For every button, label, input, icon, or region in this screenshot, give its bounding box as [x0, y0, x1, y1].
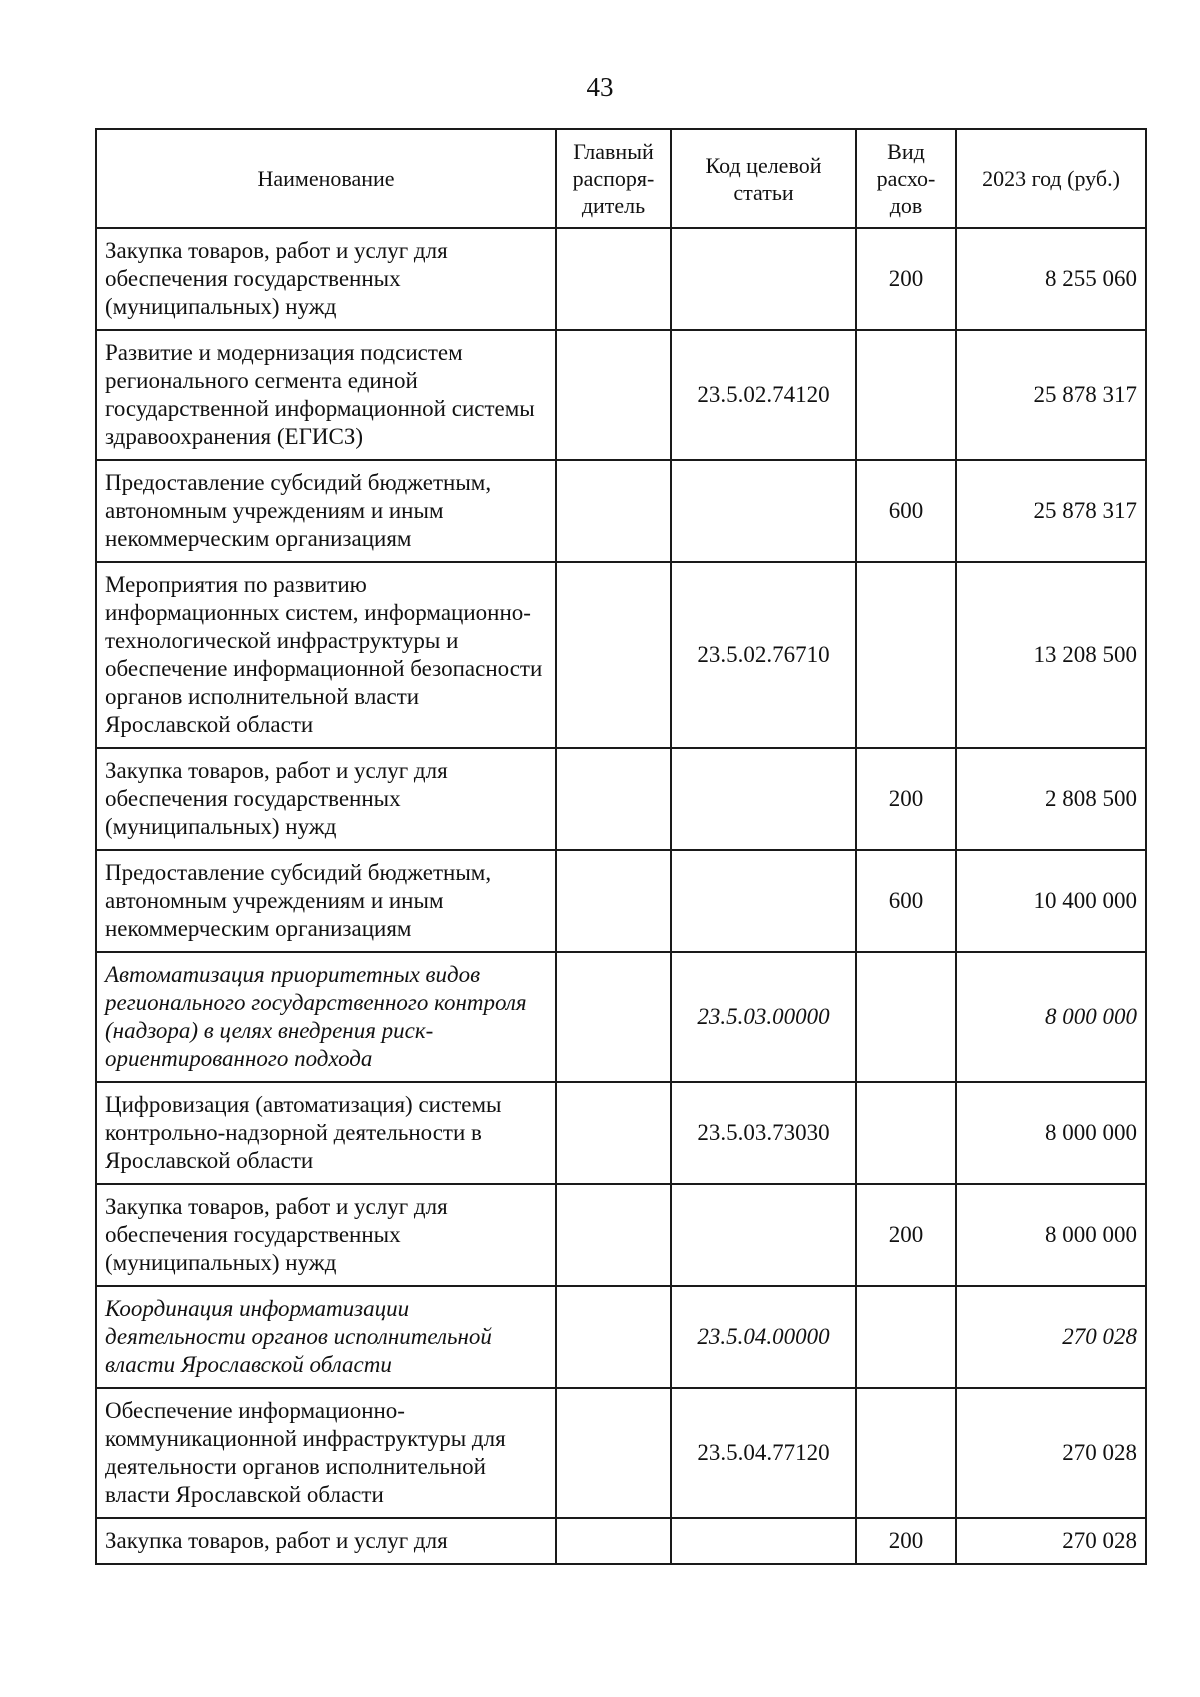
table-row — [96, 850, 1146, 952]
cell-administrator — [556, 1286, 671, 1388]
cell-kind: 200 — [856, 1184, 956, 1286]
cell-code — [671, 850, 856, 952]
cell-code: 23.5.04.77120 — [671, 1388, 856, 1518]
table-row — [96, 1082, 1146, 1184]
cell-code — [671, 748, 856, 850]
cell-name: Закупка товаров, работ и услуг для — [96, 1518, 556, 1564]
table-row — [96, 228, 1146, 330]
cell-kind — [856, 330, 956, 460]
cell-code — [671, 460, 856, 562]
cell-kind: 600 — [856, 460, 956, 562]
cell-kind — [856, 1082, 956, 1184]
page-number: 43 — [586, 72, 614, 102]
cell-amount: 270 028 — [956, 1388, 1146, 1518]
table-row — [96, 748, 1146, 850]
table-row — [96, 330, 1146, 460]
header-name: Наименование — [96, 129, 556, 228]
cell-code: 23.5.04.00000 — [671, 1286, 856, 1388]
cell-name: Координация информатизации деятельности органов исполнительной власти Ярославской области — [96, 1286, 556, 1388]
cell-administrator — [556, 1184, 671, 1286]
cell-code: 23.5.03.73030 — [671, 1082, 856, 1184]
table-header-row — [96, 129, 1146, 228]
budget-table — [95, 128, 1147, 1565]
cell-administrator — [556, 562, 671, 748]
cell-name: Предоставление субсидий бюджетным, автономным учреждениям и иным некоммерческим организациям — [96, 850, 556, 952]
cell-administrator — [556, 330, 671, 460]
cell-code: 23.5.02.74120 — [671, 330, 856, 460]
table-row — [96, 1518, 1146, 1564]
header-administrator: Главный распоря-дитель — [556, 129, 671, 228]
table-row — [96, 1388, 1146, 1518]
header-amount: 2023 год (руб.) — [956, 129, 1146, 228]
cell-kind — [856, 1286, 956, 1388]
cell-amount: 8 000 000 — [956, 1184, 1146, 1286]
cell-code: 23.5.03.00000 — [671, 952, 856, 1082]
table-row — [96, 952, 1146, 1082]
cell-name: Предоставление субсидий бюджетным, автономным учреждениям и иным некоммерческим организациям — [96, 460, 556, 562]
cell-kind: 600 — [856, 850, 956, 952]
cell-name: Мероприятия по развитию информационных систем, информационно-технологической инфраструктуры и обеспечение информационной безопасности органов исполнительной власти Ярославской области — [96, 562, 556, 748]
cell-kind: 200 — [856, 228, 956, 330]
cell-code — [671, 1518, 856, 1564]
header-code: Код целевой статьи — [671, 129, 856, 228]
cell-kind — [856, 952, 956, 1082]
table-row — [96, 1184, 1146, 1286]
cell-name: Цифровизация (автоматизация) системы контрольно-надзорной деятельности в Ярославской области — [96, 1082, 556, 1184]
cell-amount: 270 028 — [956, 1286, 1146, 1388]
cell-amount: 2 808 500 — [956, 748, 1146, 850]
cell-kind — [856, 1388, 956, 1518]
cell-code: 23.5.02.76710 — [671, 562, 856, 748]
table-row — [96, 1286, 1146, 1388]
cell-code — [671, 1184, 856, 1286]
cell-amount: 8 000 000 — [956, 952, 1146, 1082]
cell-name: Развитие и модернизация подсистем регионального сегмента единой государственной информационной системы здравоохранения (ЕГИСЗ) — [96, 330, 556, 460]
cell-amount: 270 028 — [956, 1518, 1146, 1564]
cell-amount: 25 878 317 — [956, 330, 1146, 460]
table-body — [96, 228, 1146, 1564]
cell-amount: 13 208 500 — [956, 562, 1146, 748]
table-row — [96, 562, 1146, 748]
cell-administrator — [556, 850, 671, 952]
cell-administrator — [556, 748, 671, 850]
cell-amount: 10 400 000 — [956, 850, 1146, 952]
cell-name: Закупка товаров, работ и услуг для обеспечения государственных (муниципальных) нужд — [96, 748, 556, 850]
cell-amount: 25 878 317 — [956, 460, 1146, 562]
cell-amount: 8 000 000 — [956, 1082, 1146, 1184]
cell-kind — [856, 562, 956, 748]
cell-administrator — [556, 1518, 671, 1564]
cell-name: Закупка товаров, работ и услуг для обеспечения государственных (муниципальных) нужд — [96, 228, 556, 330]
cell-administrator — [556, 228, 671, 330]
cell-kind: 200 — [856, 748, 956, 850]
cell-kind: 200 — [856, 1518, 956, 1564]
cell-name: Обеспечение информационно-коммуникационной инфраструктуры для деятельности органов исполнительной власти Ярославской области — [96, 1388, 556, 1518]
cell-administrator — [556, 460, 671, 562]
cell-name: Автоматизация приоритетных видов регионального государственного контроля (надзора) в целях внедрения риск-ориентированного подхода — [96, 952, 556, 1082]
header-kind: Вид расхо-дов — [856, 129, 956, 228]
table-row — [96, 460, 1146, 562]
cell-administrator — [556, 952, 671, 1082]
cell-code — [671, 228, 856, 330]
cell-name: Закупка товаров, работ и услуг для обеспечения государственных (муниципальных) нужд — [96, 1184, 556, 1286]
cell-administrator — [556, 1388, 671, 1518]
cell-amount: 8 255 060 — [956, 228, 1146, 330]
cell-administrator — [556, 1082, 671, 1184]
